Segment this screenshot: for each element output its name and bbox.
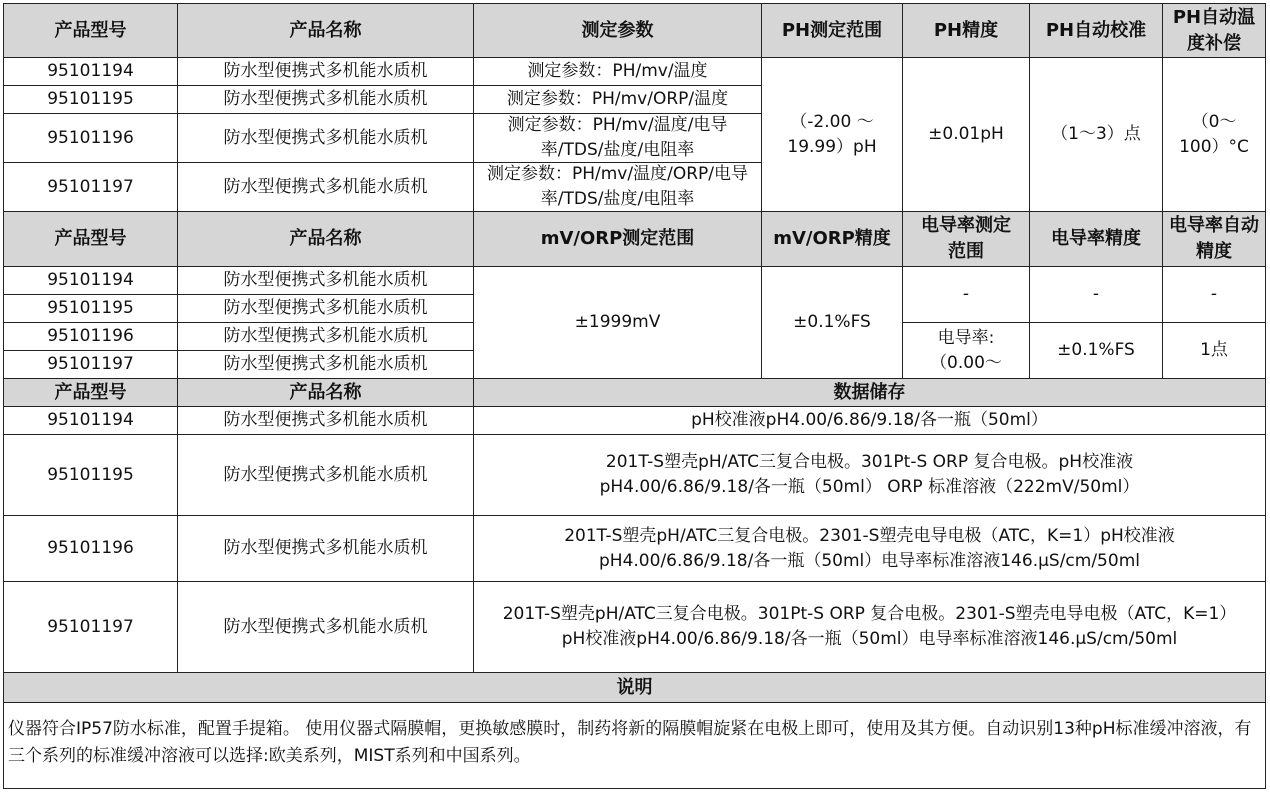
s3-row4-model: 95101197 bbox=[3, 582, 178, 673]
spec-table bbox=[3, 3, 1266, 789]
header2-model: 产品型号 bbox=[3, 212, 178, 267]
header2-cond-auto: 电导率自动精度 bbox=[1163, 212, 1266, 267]
s1-row2-params: 测定参数：PH/mv/ORP/温度 bbox=[474, 86, 762, 114]
s1-row3-name: 防水型便携式多机能水质机 bbox=[178, 114, 474, 163]
header2-mv-range: mV/ORP测定范围 bbox=[474, 212, 762, 267]
s1-row4-model: 95101197 bbox=[3, 163, 178, 212]
s1-row1-model: 95101194 bbox=[3, 58, 178, 86]
header-model: 产品型号 bbox=[3, 3, 178, 58]
s2-row2-name: 防水型便携式多机能水质机 bbox=[178, 295, 474, 323]
s2-row4-name: 防水型便携式多机能水质机 bbox=[178, 351, 474, 379]
header2-name: 产品名称 bbox=[178, 212, 474, 267]
ph-precision-value: ±0.01pH bbox=[903, 58, 1030, 212]
s3-row1-data: pH校准液pH4.00/6.86/9.18/各一瓶（50ml） bbox=[474, 407, 1266, 435]
s1-row2-model: 95101195 bbox=[3, 86, 178, 114]
header-params: 测定参数 bbox=[474, 3, 762, 58]
cond-auto-a: - bbox=[1163, 267, 1266, 323]
s3-row2-data: 201T-S塑壳pH/ATC三复合电极。301Pt-S ORP 复合电极。pH校准液pH4.00/6.86/9.18/各一瓶（50ml） ORP 标准溶液（222mV/50ml） bbox=[474, 435, 1266, 516]
s1-row2-name: 防水型便携式多机能水质机 bbox=[178, 86, 474, 114]
s3-row3-data: 201T-S塑壳pH/ATC三复合电极。2301-S塑壳电导电极（ATC，K=1）pH校准液pH4.00/6.86/9.18/各一瓶（50ml）电导率标准溶液146.µS/cm/50ml bbox=[474, 516, 1266, 582]
mv-precision-value: ±0.1%FS bbox=[762, 267, 903, 379]
notes-text: 仪器符合IP57防水标准，配置手提箱。 使用仪器式隔膜帽，更换敏感膜时，制药将新的隔膜帽旋紧在电极上即可，使用及其方便。自动识别13种pH标准缓冲溶液，有三个系列的标准缓冲溶液可以选择:欧美系列，MIST系列和中国系列。 bbox=[3, 703, 1266, 789]
s1-row1-params: 测定参数：PH/mv/温度 bbox=[474, 58, 762, 86]
s1-row3-params: 测定参数：PH/mv/温度/电导率/TDS/盐度/电阻率 bbox=[474, 114, 762, 163]
ph-range-value: （-2.00 ～ 19.99）pH bbox=[762, 58, 903, 212]
notes-header: 说明 bbox=[3, 673, 1266, 703]
s3-row2-model: 95101195 bbox=[3, 435, 178, 516]
header-name: 产品名称 bbox=[178, 3, 474, 58]
s2-row4-model: 95101197 bbox=[3, 351, 178, 379]
s3-row4-data: 201T-S塑壳pH/ATC三复合电极。301Pt-S ORP 复合电极。2301-S塑壳电导电极（ATC，K=1）pH校准液pH4.00/6.86/9.18/各一瓶（50ml）电导率标准溶液146.µS/cm/50ml bbox=[474, 582, 1266, 673]
cond-precision-b: ±0.1%FS bbox=[1030, 323, 1163, 379]
header-ph-temp-comp: PH自动温度补偿 bbox=[1163, 3, 1266, 58]
cond-range-a: - bbox=[903, 267, 1030, 323]
cond-precision-a: - bbox=[1030, 267, 1163, 323]
s3-row2-name: 防水型便携式多机能水质机 bbox=[178, 435, 474, 516]
s3-row1-model: 95101194 bbox=[3, 407, 178, 435]
ph-temp-comp-value: （0～100）°C bbox=[1163, 58, 1266, 212]
header2-cond-range: 电导率测定范围 bbox=[903, 212, 1030, 267]
header3-name: 产品名称 bbox=[178, 379, 474, 407]
s1-row4-name: 防水型便携式多机能水质机 bbox=[178, 163, 474, 212]
s2-row1-model: 95101194 bbox=[3, 267, 178, 295]
header-ph-range: PH测定范围 bbox=[762, 3, 903, 58]
s2-row1-name: 防水型便携式多机能水质机 bbox=[178, 267, 474, 295]
header2-cond-precision: 电导率精度 bbox=[1030, 212, 1163, 267]
s2-row3-model: 95101196 bbox=[3, 323, 178, 351]
header2-mv-precision: mV/ORP精度 bbox=[762, 212, 903, 267]
s1-row1-name: 防水型便携式多机能水质机 bbox=[178, 58, 474, 86]
cond-auto-b: 1点 bbox=[1163, 323, 1266, 379]
s1-row4-params: 测定参数：PH/mv/温度/ORP/电导率/TDS/盐度/电阻率 bbox=[474, 163, 762, 212]
cond-range-b: 电导率:（0.00～ bbox=[903, 323, 1030, 379]
s2-row2-model: 95101195 bbox=[3, 295, 178, 323]
s3-row3-model: 95101196 bbox=[3, 516, 178, 582]
s3-row4-name: 防水型便携式多机能水质机 bbox=[178, 582, 474, 673]
header3-model: 产品型号 bbox=[3, 379, 178, 407]
s2-row3-name: 防水型便携式多机能水质机 bbox=[178, 323, 474, 351]
header3-data: 数据储存 bbox=[474, 379, 1266, 407]
s3-row1-name: 防水型便携式多机能水质机 bbox=[178, 407, 474, 435]
s3-row3-name: 防水型便携式多机能水质机 bbox=[178, 516, 474, 582]
s1-row3-model: 95101196 bbox=[3, 114, 178, 163]
header-ph-calibration: PH自动校准 bbox=[1030, 3, 1163, 58]
header-ph-precision: PH精度 bbox=[903, 3, 1030, 58]
mv-range-value: ±1999mV bbox=[474, 267, 762, 379]
ph-calibration-value: （1～3）点 bbox=[1030, 58, 1163, 212]
